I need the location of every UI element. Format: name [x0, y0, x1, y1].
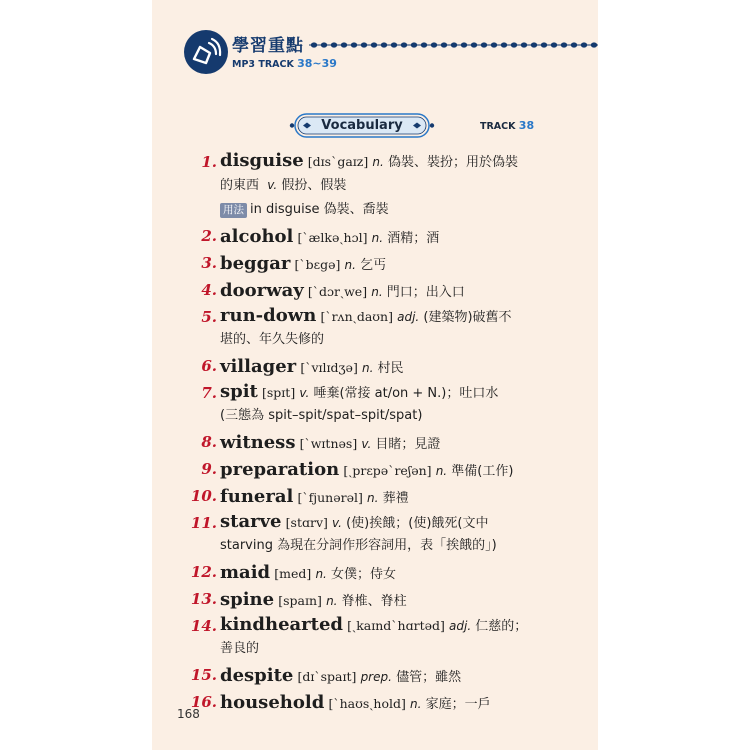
entry-definition: 準備(工作): [451, 464, 514, 479]
entry-pos: n.: [367, 491, 379, 505]
bead-decoration: [581, 42, 587, 47]
entry-word: preparation: [220, 459, 340, 480]
entry-number: 9.: [201, 460, 217, 478]
bead-decoration: [591, 42, 597, 47]
entry-definition: 脊椎、脊柱: [341, 594, 407, 609]
entry-pos: n.: [435, 464, 448, 478]
vocab-entry: [190, 457, 570, 484]
vocab-entry: [190, 484, 570, 511]
entry-number: 8.: [201, 433, 217, 451]
entry-pos: n.: [326, 594, 338, 608]
vocab-entry: [190, 587, 570, 614]
bead-decoration: [431, 42, 437, 47]
bead-decoration: [491, 42, 497, 47]
entry-number: 10.: [190, 487, 217, 505]
entry-phonetic: [dɪsˋgaɪz]: [307, 154, 369, 169]
entry-definition: 女僕；侍女: [331, 567, 397, 582]
entry-pos-secondary: v.: [267, 178, 278, 192]
entry-phonetic: [ˋælkəˏhɔl]: [297, 230, 368, 245]
entry-pos: n.: [410, 697, 422, 711]
entry-pos: n.: [371, 285, 383, 299]
vocab-entry: [190, 614, 570, 660]
bead-decoration: [411, 42, 417, 47]
bead-decoration: [421, 42, 427, 47]
entry-definition: 儘管；雖然: [396, 670, 462, 685]
entry-word: starve: [220, 511, 282, 532]
bead-decoration: [321, 42, 327, 47]
entry-number: 4.: [201, 281, 217, 299]
usage-tag: 用法: [220, 203, 247, 218]
entry-phonetic: [med]: [274, 566, 312, 581]
bead-decoration: [571, 42, 577, 47]
entry-phonetic: [spɪt]: [262, 385, 296, 400]
entry-word: witness: [220, 432, 296, 453]
entry-pos: prep.: [360, 670, 392, 684]
entry-definition: 酒精；酒: [387, 231, 440, 246]
entry-word: despite: [220, 665, 294, 686]
entry-number: 2.: [201, 227, 217, 245]
entry-word: maid: [220, 562, 271, 583]
bead-decoration: [351, 42, 357, 47]
entry-word: spine: [220, 589, 275, 610]
entry-word: run-down: [220, 305, 317, 326]
bead-decoration: [341, 42, 347, 47]
bead-decoration: [311, 42, 317, 47]
entry-pos: n.: [372, 155, 384, 169]
entry-phonetic: [ˋdɔrˏwe]: [307, 284, 368, 299]
bead-decoration: [451, 42, 457, 47]
vocab-entry: [190, 150, 570, 221]
vocabulary-list: [190, 150, 570, 717]
entry-number: 5.: [201, 308, 217, 326]
entry-definition: 村民: [377, 361, 404, 376]
entry-phonetic: [ˋfjunərəl]: [297, 490, 363, 505]
entry-phonetic: [ˋbɛgə]: [294, 257, 341, 272]
entry-number: 7.: [201, 384, 217, 402]
entry-number: 1.: [201, 153, 217, 171]
vocab-entry: [190, 511, 570, 557]
headphones-audio-icon: [183, 29, 229, 75]
entry-phonetic: [ˋvɪlɪdʒə]: [300, 360, 358, 375]
entry-definition: (使)挨餓；(使)餓死(文中: [346, 516, 489, 531]
entry-definition: 唾棄(常接 at/on + N.)；吐口水: [313, 386, 499, 401]
vocab-entry: [190, 224, 570, 251]
entry-definition-cont: (三態為 spit–spit/spat–spit/spat): [220, 408, 423, 423]
bead-decoration: [361, 42, 367, 47]
entry-definition: 乞丐: [360, 258, 387, 273]
book-page: [152, 0, 598, 750]
entry-number: 12.: [190, 563, 217, 581]
entry-phonetic: [ˋwɪtnəs]: [299, 436, 358, 451]
entry-word: spit: [220, 381, 258, 402]
section-title: 學習重點: [232, 36, 304, 56]
entry-definition-cont: 堪的、年久失修的: [220, 332, 325, 347]
entry-definition: 葬禮: [382, 491, 409, 506]
bead-decoration: [511, 42, 517, 47]
entry-definition: 目睹；見證: [375, 437, 441, 452]
entry-word: kindhearted: [220, 614, 344, 635]
entry-definition: (建築物)破舊不: [423, 310, 512, 325]
vocab-entry: [190, 354, 570, 381]
entry-number: 13.: [190, 590, 217, 608]
bead-decoration: [381, 42, 387, 47]
vocab-entry: [190, 381, 570, 427]
vocabulary-label: Vocabulary: [321, 118, 403, 133]
entry-definition-cont: 善良的: [220, 641, 260, 656]
bead-decoration: [561, 42, 567, 47]
bead-decoration: [531, 42, 537, 47]
vocab-entry: [190, 430, 570, 457]
entry-word: household: [220, 692, 325, 713]
entry-pos: adj.: [397, 310, 420, 324]
entry-phonetic: [spaɪn]: [278, 593, 322, 608]
entry-word: funeral: [220, 486, 294, 507]
entry-definition: 門口；出入口: [386, 285, 465, 300]
decorative-bead-line: [309, 40, 598, 50]
vocab-entry: [190, 690, 570, 717]
entry-phonetic: [stɑrv]: [285, 515, 328, 530]
entry-phonetic: [ˏkaɪndˋhɑrtəd]: [347, 618, 445, 633]
entry-word: alcohol: [220, 226, 294, 247]
bead-decoration: [521, 42, 527, 47]
bead-decoration: [461, 42, 467, 47]
bead-decoration: [501, 42, 507, 47]
entry-pos: n.: [315, 567, 327, 581]
entry-definition-cont: 的東西: [220, 178, 260, 193]
entry-word: villager: [220, 356, 297, 377]
entry-word: doorway: [220, 280, 304, 301]
vocab-entry: [190, 251, 570, 278]
track-number-label: TRACK 38: [480, 119, 535, 132]
entry-phonetic: [ˏprɛpəˋreʃən]: [343, 463, 432, 478]
bead-decoration: [541, 42, 547, 47]
bead-decoration: [481, 42, 487, 47]
entry-pos: v.: [299, 386, 310, 400]
entry-word: beggar: [220, 253, 291, 274]
entry-word: disguise: [220, 150, 304, 171]
vocab-entry: [190, 560, 570, 587]
entry-pos: n.: [344, 258, 356, 272]
entry-phonetic: [dɪˋspaɪt]: [297, 669, 357, 684]
bead-decoration: [331, 42, 337, 47]
entry-pos: n.: [371, 231, 384, 245]
entry-definition-secondary: 假扮、假裝: [281, 178, 347, 193]
entry-number: 14.: [190, 617, 217, 635]
entry-phonetic: [ˋhaʊsˏhold]: [328, 696, 406, 711]
entry-definition: 仁慈的；: [475, 619, 528, 634]
entry-definition-cont: starving 為現在分詞作形容詞用，表「挨餓的」): [220, 538, 497, 553]
entry-definition: 偽裝、裝扮；用於偽裝: [387, 155, 518, 170]
bead-decoration: [401, 42, 407, 47]
vocab-entry: [190, 278, 570, 305]
bead-decoration: [471, 42, 477, 47]
bead-decoration: [441, 42, 447, 47]
entry-definition: 家庭；一戶: [425, 697, 491, 712]
entry-pos: n.: [361, 361, 374, 375]
entry-number: 11.: [190, 514, 217, 532]
bead-decoration: [371, 42, 377, 47]
entry-number: 6.: [201, 357, 217, 375]
bead-decoration: [551, 42, 557, 47]
entry-number: 15.: [190, 666, 217, 684]
page-number: 168: [177, 707, 200, 721]
entry-pos: v.: [332, 516, 342, 530]
entry-number: 16.: [190, 693, 217, 711]
entry-pos: adj.: [449, 619, 472, 633]
bead-decoration: [391, 42, 397, 47]
vocab-entry: [190, 663, 570, 690]
mp3-track-label: MP3 TRACK 38~39: [232, 57, 337, 70]
usage-example: in disguise 偽裝、喬裝: [250, 202, 389, 217]
vocab-entry: [190, 305, 570, 351]
entry-pos: v.: [361, 437, 372, 451]
entry-phonetic: [ˋrʌnˏdaʊn]: [320, 309, 393, 324]
entry-number: 3.: [201, 254, 217, 272]
